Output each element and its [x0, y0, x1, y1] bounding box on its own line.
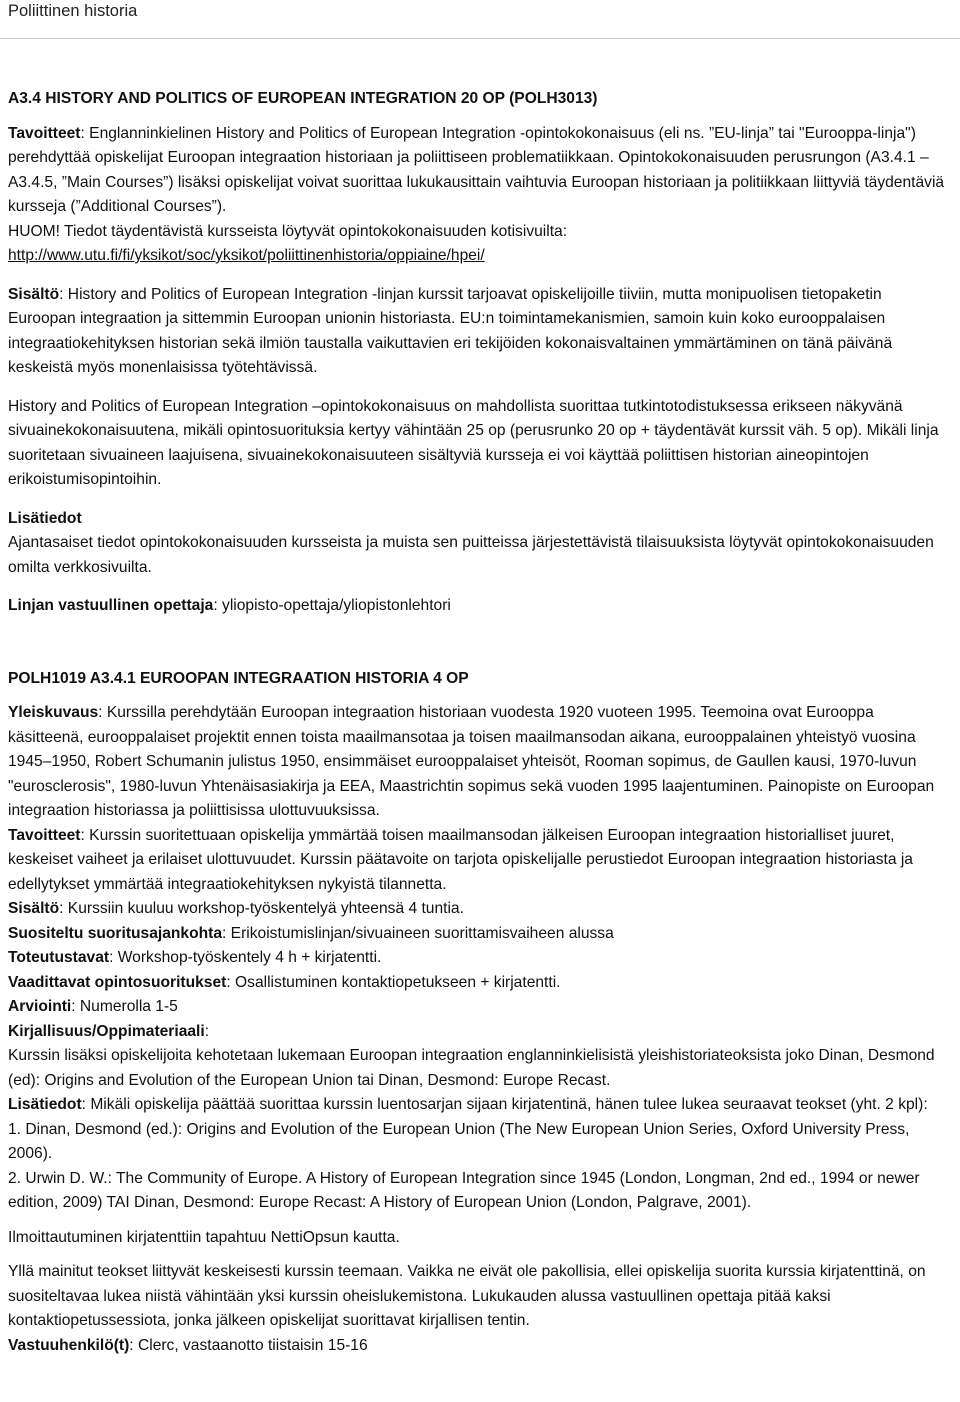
suositeltu-paragraph [8, 922, 952, 947]
document-body [0, 39, 960, 1358]
sisalto-label: Sisältö [8, 285, 60, 303]
kirjallisuus-text: Kurssin lisäksi opiskelijoita kehotetaan lukemaan Euroopan integraation englanninkielisistä yleishistoriateoksista joko Dinan, Desmond (ed): Origins and Evolution of the European Union tai Dinan, Desmond: Europe Recast. [8, 1047, 935, 1089]
history-paragraph: History and Politics of European Integration –opintokokonaisuus on mahdollista suorittaa tutkintotodistuksessa erikseen näkyvänä sivuainekokonaisuutena, mikäli opintosuorituksia kertyy vähintään 25 op (perusrunko 20 op + täydentävät kurssit väh. 5 op). Mikäli linja suoritetaan sivuaineen laajuisena, sivuainekokonaisuuteen sisältyviä kursseja ei voi käyttää poliittisen historian aineopintojen erikoistumisopintoihin. [8, 397, 939, 488]
toteutustavat-text: : Workshop-työskentely 4 h + kirjatentti. [109, 949, 382, 966]
course-tavoitteet-label: Tavoitteet [8, 826, 81, 844]
arviointi-paragraph [8, 995, 952, 1020]
course-tavoitteet-paragraph [8, 824, 952, 898]
section-heading: A3.4 HISTORY AND POLITICS OF EUROPEAN INTEGRATION 20 OP (POLH3013) [8, 90, 598, 107]
suositeltu-label: Suositeltu suoritusajankohta [8, 924, 223, 942]
yleiskuvaus-paragraph [8, 701, 952, 824]
vastuuhenkilo-label: Vastuuhenkilö(t) [8, 1336, 130, 1354]
kirjallisuus-paragraph [8, 1020, 952, 1045]
vastuuhenkilo-paragraph [8, 1334, 952, 1359]
vaadittavat-text: : Osallistuminen kontaktiopetukseen + kirjatentti. [226, 973, 561, 991]
toteutustavat-paragraph [8, 946, 952, 971]
lisatiedot-heading: Lisätiedot [8, 509, 82, 527]
course-sisalto-label: Sisältö [8, 900, 60, 917]
book-item: 1. Dinan, Desmond (ed.): Origins and Evolution of the European Union (The New European Union Series, Oxford University Press, 2006). [8, 1120, 910, 1162]
course-sisalto-text: : Kurssiin kuuluu workshop-työskentelyä yhteensä 4 tuntia. [59, 900, 464, 917]
course-sisalto-paragraph [8, 897, 952, 922]
toteutustavat-label: Toteutustavat [8, 949, 110, 966]
tavoitteet-paragraph [8, 122, 952, 220]
sisalto-text: : History and Politics of European Integration -linjan kurssit tarjoavat opiskelijoille tiiviin, mutta monipuolisen tietopaketin Euroopan integraation ja sittemmin Euroopan unionin historiasta. EU:n toimintamekanismien, samoin kuin koko eurooppalaisen integraatiokehityksen historian sekä ilmiön taustalla vaikuttavien eri tekijöiden kokonaisvaltainen ymmärtäminen on tänä päivänä keskeistä myös monenlaisissa työtehtävissä. [8, 285, 893, 376]
course-lisatiedot-text: : Mikäli opiskelija päättää suorittaa kurssin luentosarjan sijaan kirjatentinä, hänen tulee lukea seuraavat teokset (yht. 2 kpl): [81, 1096, 928, 1113]
homepage-link[interactable]: http://www.utu.fi/fi/yksikot/soc/yksikot/poliittinenhistoria/oppiaine/hpei/ [8, 247, 485, 264]
ilmoittautuminen-text: Ilmoittautuminen kirjatenttiin tapahtuu NettiOpsun kautta. [8, 1228, 400, 1246]
huom-paragraph [8, 220, 952, 269]
linjan-text: : yliopisto-opettaja/yliopistonlehtori [213, 597, 451, 614]
course-heading: POLH1019 A3.4.1 EUROOPAN INTEGRAATION HISTORIA 4 OP [8, 669, 469, 687]
tavoitteet-label: Tavoitteet [8, 124, 81, 142]
lisatiedot-text: Ajantasaiset tiedot opintokokonaisuuden kursseista ja muista sen puitteissa järjestettävistä tilaisuuksista löytyvät opintokokonaisuuden omilta verkkosivuilta. [8, 534, 934, 576]
course-tavoitteet-text: : Kurssin suoritettuaan opiskelija ymmärtää toisen maailmansodan jälkeisen Euroopan integraation historialliset juuret, keskeiset vaiheet ja erilaiset ulottuvuudet. Kurssin päätavoite on tarjota opiskelijalle perustiedot Euroopan integraation historiasta ja edellytykset ymmärtää integraatiokehityksen nykyistä tilannetta. [8, 826, 913, 893]
book-item: 2. Urwin D. W.: The Community of Europe. A History of European Integration since 1945 (London, Longman, 2nd ed., 1994 or newer edition, 2009) TAI Dinan, Desmond: Europe Recast: A History of European Union (London, Palgrave, 2001). [8, 1169, 920, 1211]
kirjallisuus-label: Kirjallisuus/Oppimateriaali [8, 1022, 205, 1040]
kirjallisuus-colon: : [204, 1022, 210, 1040]
yleiskuvaus-text: : Kurssilla perehdytään Euroopan integraation historiaan vuodesta 1920 vuoteen 1995. Teemoina ovat Eurooppa käsitteenä, eurooppalaiset projektit ennen toista maailmansotaa ja toisen maailmansodan aikana, eurooppalainen yhteistyö vuosina 1945–1950, Robert Schumanin julistus 1950, ensimmäiset eurooppalaiset yhteisöt, Rooman sopimus, de Gaullen kausi, 1970-luvun "eurosclerosis", 1980-luvun Yhtenäisasiakirja ja EEA, Maastrichtin sopimus sekä vuoden 1995 laajentuminen. Painopiste on Euroopan integraation historiassa ja poliittisissa ulottuvuuksissa. [8, 704, 935, 819]
vastuuhenkilo-text: : Clerc, vastaanotto tiistaisin 15-16 [129, 1336, 368, 1354]
page-title: Poliittinen historia [8, 2, 138, 20]
linjan-label: Linjan vastuullinen opettaja [8, 597, 214, 614]
arviointi-label: Arviointi [8, 998, 72, 1015]
yleiskuvaus-label: Yleiskuvaus [8, 704, 99, 721]
tavoitteet-text: : Englanninkielinen History and Politics of European Integration -opintokokonaisuus (eli ns. ”EU-linja” tai "Eurooppa-linja") perehdyttää opiskelijat Euroopan integraation historiaan ja poliittiseen problematiikkaan. Opintokokonaisuuden perusrungon (A3.4.1 – A3.4.5, ”Main Courses”) lisäksi opiskelijat voivat suorittaa lukukausittain vaihtuvia Euroopan historiaan ja politiikkaan liittyviä täydentäviä kursseja (”Additional Courses”). [8, 124, 945, 215]
note-paragraph: Yllä mainitut teokset liittyvät keskeisesti kurssin teemaan. Vaikka ne eivät ole pakollisia, ellei opiskelija suorita kurssia kirjatenttinä, on suositeltavaa lukea niistä vähintään yksi kurssin oheislukemistona. Lukukauden alussa vastuullinen opettaja pitää kaksi kontaktiopetussessiota, jonka jälkeen opiskelijat suorittavat kirjallisen tentin. [8, 1263, 926, 1329]
huom-text: HUOM! Tiedot täydentävistä kursseista löytyvät opintokokonaisuuden kotisivuilta: [8, 222, 568, 240]
page-header [0, 0, 960, 38]
course-lisatiedot-paragraph [8, 1093, 952, 1118]
suositeltu-text: : Erikoistumislinjan/sivuaineen suorittamisvaiheen alussa [222, 924, 614, 942]
vaadittavat-label: Vaadittavat opintosuoritukset [8, 973, 227, 991]
course-lisatiedot-label: Lisätiedot [8, 1096, 82, 1113]
sisalto-paragraph [8, 283, 952, 381]
linjan-paragraph [8, 594, 952, 619]
arviointi-text: : Numerolla 1-5 [71, 998, 178, 1015]
vaadittavat-paragraph [8, 971, 952, 996]
